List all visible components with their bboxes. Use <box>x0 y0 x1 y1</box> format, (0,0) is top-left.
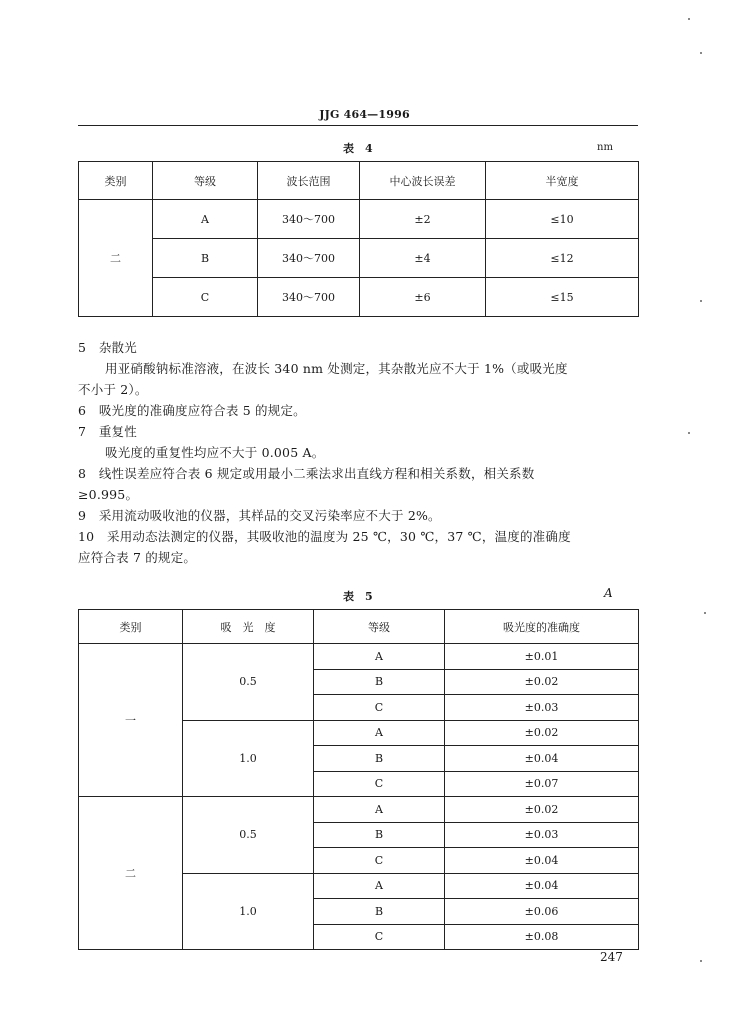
body-line: 不小于 2）。 <box>78 382 148 397</box>
table4-width-cell: ≤12 <box>486 239 639 278</box>
table4 <box>78 161 639 317</box>
table4-error-cell: ±4 <box>360 239 486 278</box>
table5-grade-cell: C <box>314 771 445 797</box>
table5-grade-cell: A <box>314 797 445 823</box>
table-row <box>79 797 639 823</box>
table5-category-cell: 一 <box>79 644 183 797</box>
table5-accuracy-cell: ±0.04 <box>445 848 639 874</box>
scan-speck <box>688 18 690 20</box>
table4-grade-cell: B <box>153 239 258 278</box>
table4-grade-cell: C <box>153 278 258 317</box>
table5-grade-cell: C <box>314 848 445 874</box>
table4-header-cell: 等级 <box>153 162 258 200</box>
document-header: JJG 464—1996 <box>319 108 410 121</box>
section-heading: 5 杂散光 <box>78 340 137 355</box>
scan-speck <box>704 612 706 614</box>
table5-header-cell: 类别 <box>79 610 183 644</box>
table4-header-cell: 波长范围 <box>258 162 360 200</box>
body-line: 6 吸光度的准确度应符合表 5 的规定。 <box>78 403 306 418</box>
table4-category-cell: 二 <box>79 200 153 317</box>
body-line: 9 采用流动吸收池的仪器，其样品的交叉污染率应不大于 2%。 <box>78 508 441 523</box>
table-row <box>79 200 639 239</box>
table4-header-row <box>79 162 639 200</box>
table4-width-cell: ≤10 <box>486 200 639 239</box>
section-heading: 7 重复性 <box>78 424 137 439</box>
scan-speck <box>688 432 690 434</box>
table5-accuracy-cell: ±0.07 <box>445 771 639 797</box>
table5-accuracy-cell: ±0.04 <box>445 746 639 772</box>
table4-error-cell: ±6 <box>360 278 486 317</box>
table5 <box>78 609 639 950</box>
table-row <box>79 644 639 670</box>
table4-unit: nm <box>597 142 613 153</box>
table5-header-row <box>79 610 639 644</box>
body-line: 用亚硝酸钠标准溶液，在波长 340 nm 处测定，其杂散光应不大于 1%（或吸光度 <box>105 361 568 376</box>
table4-header-cell: 类别 <box>79 162 153 200</box>
scan-speck <box>700 52 702 54</box>
table5-grade-cell: B <box>314 899 445 925</box>
table4-grade-cell: A <box>153 200 258 239</box>
table5-absorbance-cell: 1.0 <box>183 720 314 797</box>
table5-header-cell: 吸 光 度 <box>183 610 314 644</box>
table-row <box>79 278 639 317</box>
table4-range-cell: 340～700 <box>258 239 360 278</box>
body-line: 10 采用动态法测定的仪器，其吸收池的温度为 25 ℃，30 ℃，37 ℃，温度的准确度 <box>78 529 571 544</box>
table5-grade-cell: C <box>314 924 445 950</box>
table4-range-cell: 340～700 <box>258 200 360 239</box>
table5-grade-cell: A <box>314 873 445 899</box>
body-line: 应符合表 7 的规定。 <box>78 550 197 565</box>
scan-speck <box>700 300 702 302</box>
table4-caption: 表 4 <box>343 142 373 155</box>
table5-unit: A <box>604 586 613 600</box>
table5-accuracy-cell: ±0.08 <box>445 924 639 950</box>
table5-grade-cell: A <box>314 644 445 670</box>
table5-accuracy-cell: ±0.01 <box>445 644 639 670</box>
table5-accuracy-cell: ±0.04 <box>445 873 639 899</box>
table5-header-cell: 吸光度的准确度 <box>445 610 639 644</box>
table5-caption: 表 5 <box>343 590 373 603</box>
table5-absorbance-cell: 1.0 <box>183 873 314 950</box>
table5-header-cell: 等级 <box>314 610 445 644</box>
table4-range-cell: 340～700 <box>258 278 360 317</box>
table5-grade-cell: A <box>314 720 445 746</box>
table5-accuracy-cell: ±0.02 <box>445 669 639 695</box>
header-rule <box>78 125 638 126</box>
scan-speck <box>700 960 702 962</box>
body-text <box>78 337 638 568</box>
body-line: 吸光度的重复性均应不大于 0.005 A。 <box>105 445 325 460</box>
body-line: ≥0.995。 <box>78 487 139 502</box>
table5-accuracy-cell: ±0.06 <box>445 899 639 925</box>
table5-grade-cell: B <box>314 822 445 848</box>
table5-absorbance-cell: 0.5 <box>183 644 314 721</box>
table5-grade-cell: C <box>314 695 445 721</box>
table5-accuracy-cell: ±0.03 <box>445 822 639 848</box>
table5-category-cell: 二 <box>79 797 183 950</box>
table-row <box>79 239 639 278</box>
table5-grade-cell: B <box>314 746 445 772</box>
table5-grade-cell: B <box>314 669 445 695</box>
table5-accuracy-cell: ±0.02 <box>445 720 639 746</box>
table4-header-cell: 中心波长误差 <box>360 162 486 200</box>
table4-width-cell: ≤15 <box>486 278 639 317</box>
table4-error-cell: ±2 <box>360 200 486 239</box>
table5-accuracy-cell: ±0.03 <box>445 695 639 721</box>
table5-accuracy-cell: ±0.02 <box>445 797 639 823</box>
table5-absorbance-cell: 0.5 <box>183 797 314 874</box>
body-line: 8 线性误差应符合表 6 规定或用最小二乘法求出直线方程和相关系数，相关系数 <box>78 466 535 481</box>
page-number: 247 <box>600 950 623 964</box>
table4-header-cell: 半宽度 <box>486 162 639 200</box>
